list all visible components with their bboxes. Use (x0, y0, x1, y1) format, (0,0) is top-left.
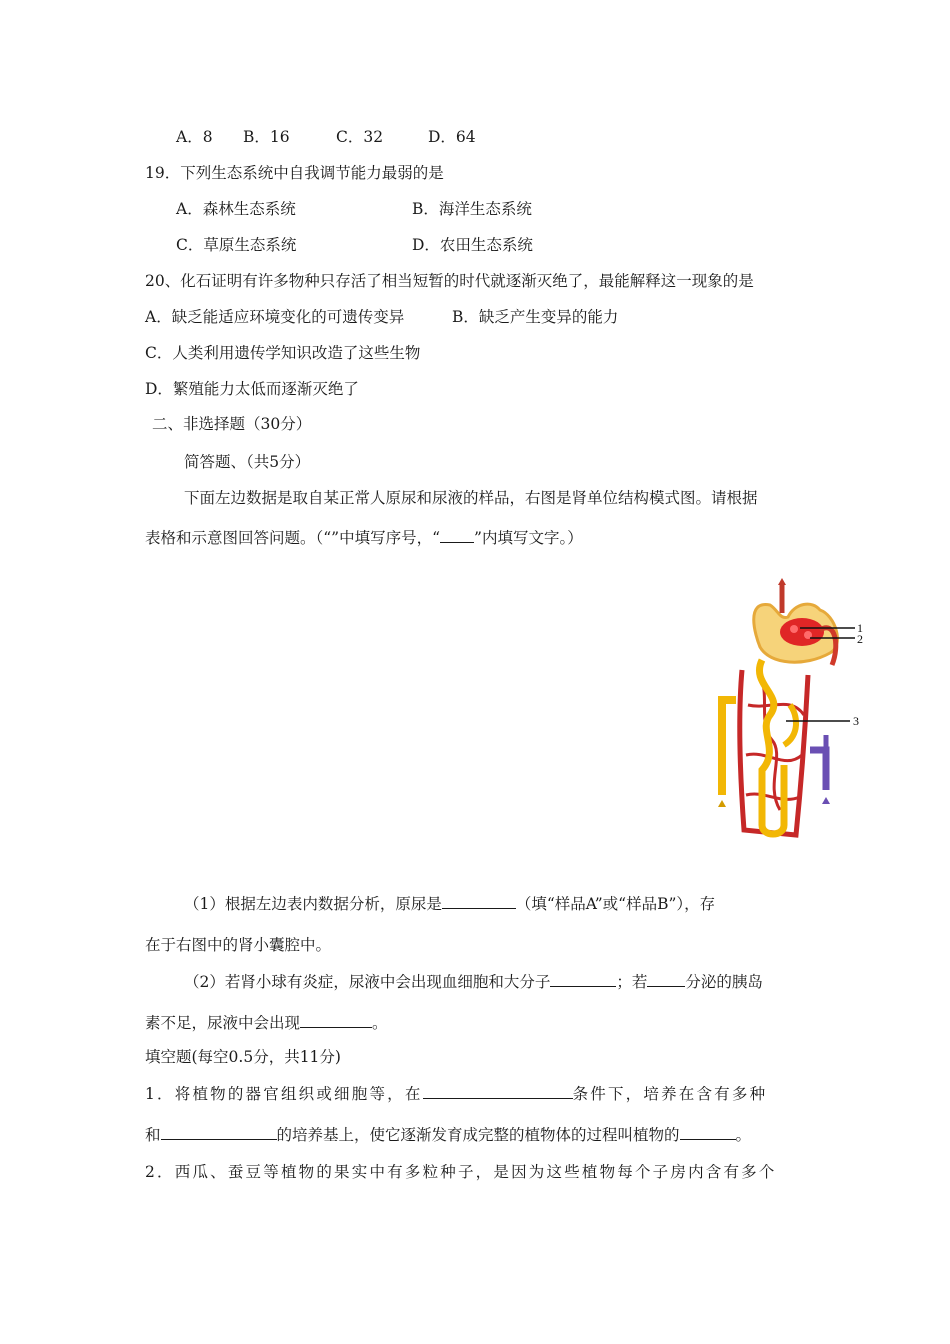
fill-1-blank-1[interactable] (423, 1084, 573, 1099)
q2-blank-2[interactable] (647, 972, 685, 987)
fill-2-part-a: 和 (145, 1126, 161, 1144)
intro-line-2-part-b: ”内填写文字。） (474, 529, 583, 547)
q19-option-c: C．草原生态系统 (176, 236, 297, 254)
intro-line-2-part-a: 表格和示意图回答问题。（“”中填写序号，“ (145, 529, 441, 547)
q2-part-b: ；若 (616, 973, 648, 991)
fill-line-1 (145, 1084, 767, 1104)
renal-vein (810, 750, 826, 790)
fill-1-part-a: 1．将植物的器官组织或细胞等，在 (145, 1085, 423, 1103)
q20-option-b: B．缺乏产生变异的能力 (452, 308, 619, 326)
fill-2-blank-2[interactable] (680, 1125, 736, 1140)
question-1-line-2: 在于右图中的肾小囊腔中。 (145, 936, 332, 954)
label-2: 2 (857, 632, 863, 646)
inflow-arrow-icon (778, 578, 786, 585)
q18-option-d: D．64 (428, 128, 476, 146)
short-answer-heading: 简答题、（共5分） (184, 453, 311, 471)
q1-part-a: （1）根据左边表内数据分析，原尿是 (184, 895, 442, 913)
blank-line-sample (440, 528, 474, 543)
q18-option-b: B．16 (243, 128, 290, 146)
intro-line-2 (145, 528, 583, 548)
q20-stem: 20、化石证明有许多物种只存活了相当短暂的时代就逐渐灭绝了，最能解释这一现象的是 (145, 272, 754, 290)
q19-option-b: B．海洋生态系统 (412, 200, 532, 218)
fill-2-part-b: 的培养基上，使它逐渐发育成完整的植物体的过程叫植物的 (276, 1126, 680, 1144)
intro-line-1: 下面左边数据是取自某正常人原尿和尿液的样品，右图是肾单位结构模式图。请根据 (184, 489, 758, 507)
fill-2-part-c: 。 (735, 1126, 752, 1144)
collecting-duct (722, 700, 736, 795)
q2-part-a: （2）若肾小球有炎症，尿液中会出现血细胞和大分子 (184, 973, 551, 991)
q20-option-d: D．繁殖能力太低而逐渐灭绝了 (145, 380, 359, 398)
fill-2-blank-1[interactable] (161, 1125, 277, 1140)
q19-option-a: A．森林生态系统 (176, 200, 296, 218)
glomerulus (780, 618, 824, 646)
q1-part-b: （填“样品A”或“样品B”），存 (515, 895, 716, 913)
outflow-arrow-icon (718, 800, 726, 807)
fill-1-part-b: 条件下，培养在含有多种 (572, 1085, 768, 1103)
question-2-line-2 (145, 1013, 388, 1033)
q2-blank-3[interactable] (300, 1013, 372, 1028)
q18-option-c: C．32 (336, 128, 384, 146)
question-1-line-1 (184, 894, 715, 914)
fill-line-3: 2．西瓜、蚕豆等植物的果实中有多粒种子，是因为这些植物每个子房内含有多个 (145, 1163, 777, 1181)
label-3: 3 (853, 714, 859, 728)
q20-option-a: A．缺乏能适应环境变化的可遗传变异 (145, 308, 405, 326)
question-2-line-1 (184, 972, 763, 992)
label-1: 1 (857, 621, 863, 635)
q2-part-e: 。 (372, 1014, 388, 1032)
q19-option-d: D．农田生态系统 (412, 236, 533, 254)
q2-part-c: 分泌的胰岛 (685, 973, 763, 991)
q2-blank-1[interactable] (550, 972, 616, 987)
q19-stem: 19．下列生态系统中自我调节能力最弱的是 (145, 164, 444, 182)
section-title: 二、非选择题（30分） (152, 415, 312, 433)
q2-part-d: 素不足，尿液中会出现 (145, 1014, 301, 1032)
fill-line-2 (145, 1125, 751, 1145)
vein-outflow-arrow-icon (822, 797, 830, 804)
q1-blank[interactable] (442, 894, 516, 909)
q20-option-c: C．人类利用遗传学知识改造了这些生物 (145, 344, 421, 362)
fill-section-title: 填空题(每空0.5分，共11分) (145, 1048, 341, 1066)
q18-option-a: A．8 (176, 128, 213, 146)
nephron-diagram (700, 575, 875, 855)
